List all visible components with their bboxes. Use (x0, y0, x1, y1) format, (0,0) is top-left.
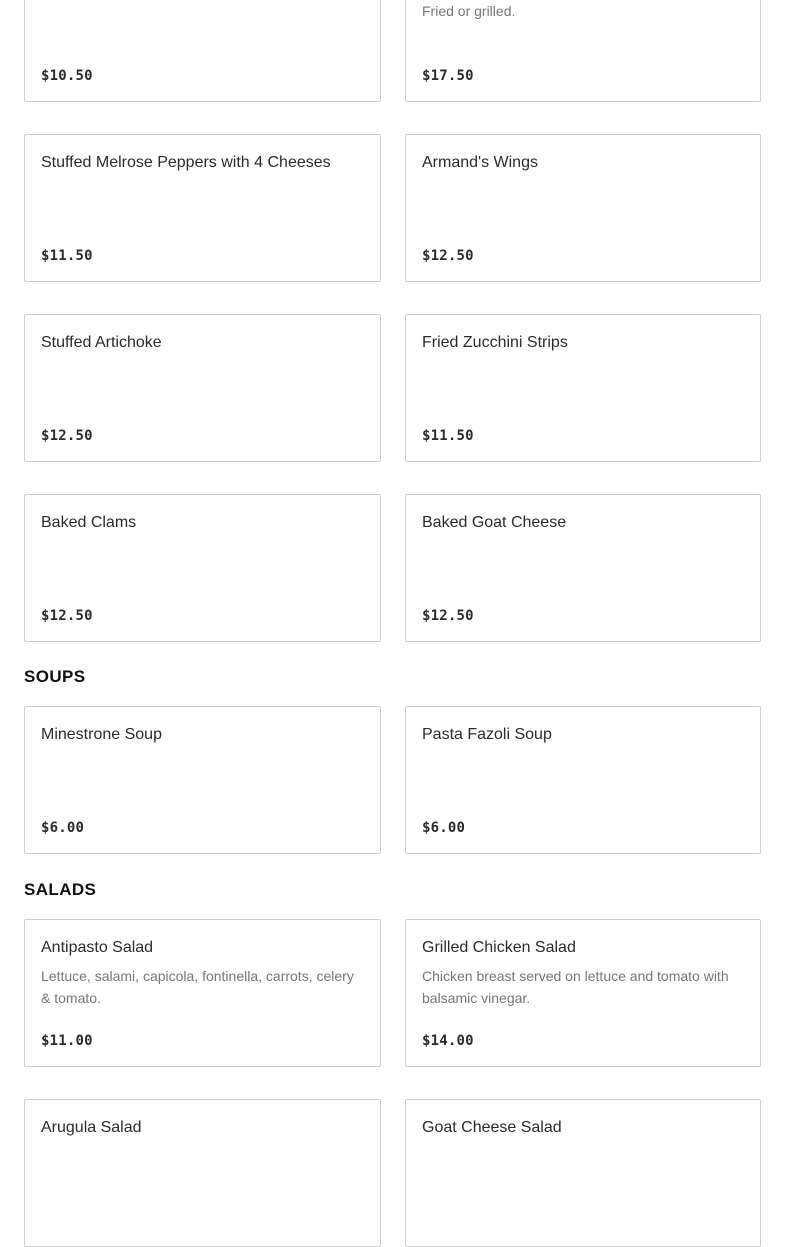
menu-item-card[interactable] (405, 314, 761, 462)
item-name: Stuffed Melrose Peppers with 4 Cheeses (41, 154, 331, 171)
item-name: Antipasto Salad (41, 939, 154, 956)
menu-item-card[interactable] (405, 494, 761, 642)
item-name: Baked Goat Cheese (422, 514, 567, 531)
item-description: Fried or grilled. (422, 3, 516, 19)
item-price: $10.50 (41, 68, 93, 84)
menu-item-card[interactable] (405, 0, 761, 102)
item-name: Stuffed Artichoke (41, 334, 162, 351)
item-price: $14.00 (422, 1033, 474, 1049)
menu-item-card[interactable] (24, 1099, 381, 1247)
item-price: $12.50 (41, 428, 93, 444)
item-price: $11.50 (41, 248, 93, 264)
item-price: $6.00 (422, 820, 466, 836)
menu-item-card[interactable] (405, 706, 761, 854)
section-heading-salads: SALADS (24, 880, 97, 899)
item-price: $12.50 (422, 248, 474, 264)
item-name: Baked Clams (41, 514, 137, 531)
item-name: Grilled Chicken Salad (422, 939, 576, 956)
item-name: Pasta Fazoli Soup (422, 726, 552, 743)
section-heading-soups: SOUPS (24, 667, 86, 686)
item-price: $12.50 (41, 608, 93, 624)
item-name: Armand's Wings (422, 154, 538, 171)
menu-item-card[interactable] (24, 0, 381, 102)
item-price: $11.00 (41, 1033, 93, 1049)
menu-item-card[interactable] (405, 1099, 761, 1247)
item-name: Arugula Salad (41, 1119, 142, 1136)
item-price: $17.50 (422, 68, 474, 84)
menu-item-card[interactable] (405, 919, 761, 1067)
menu-item-card[interactable] (405, 134, 761, 282)
menu-item-card[interactable] (24, 494, 381, 642)
menu-item-card[interactable] (24, 919, 381, 1067)
item-price: $12.50 (422, 608, 474, 624)
menu-item-card[interactable] (24, 706, 381, 854)
item-description: Chicken breast served on lettuce and tomato with balsamic vinegar. (422, 968, 729, 1006)
item-price: $11.50 (422, 428, 474, 444)
menu-item-card[interactable] (24, 134, 381, 282)
item-name: Fried Zucchini Strips (422, 334, 568, 351)
item-name: Minestrone Soup (41, 726, 162, 743)
menu-item-card[interactable] (24, 314, 381, 462)
item-name: Goat Cheese Salad (422, 1119, 562, 1136)
item-description: Lettuce, salami, capicola, fontinella, carrots, celery & tomato. (41, 968, 354, 1006)
item-price: $6.00 (41, 820, 85, 836)
